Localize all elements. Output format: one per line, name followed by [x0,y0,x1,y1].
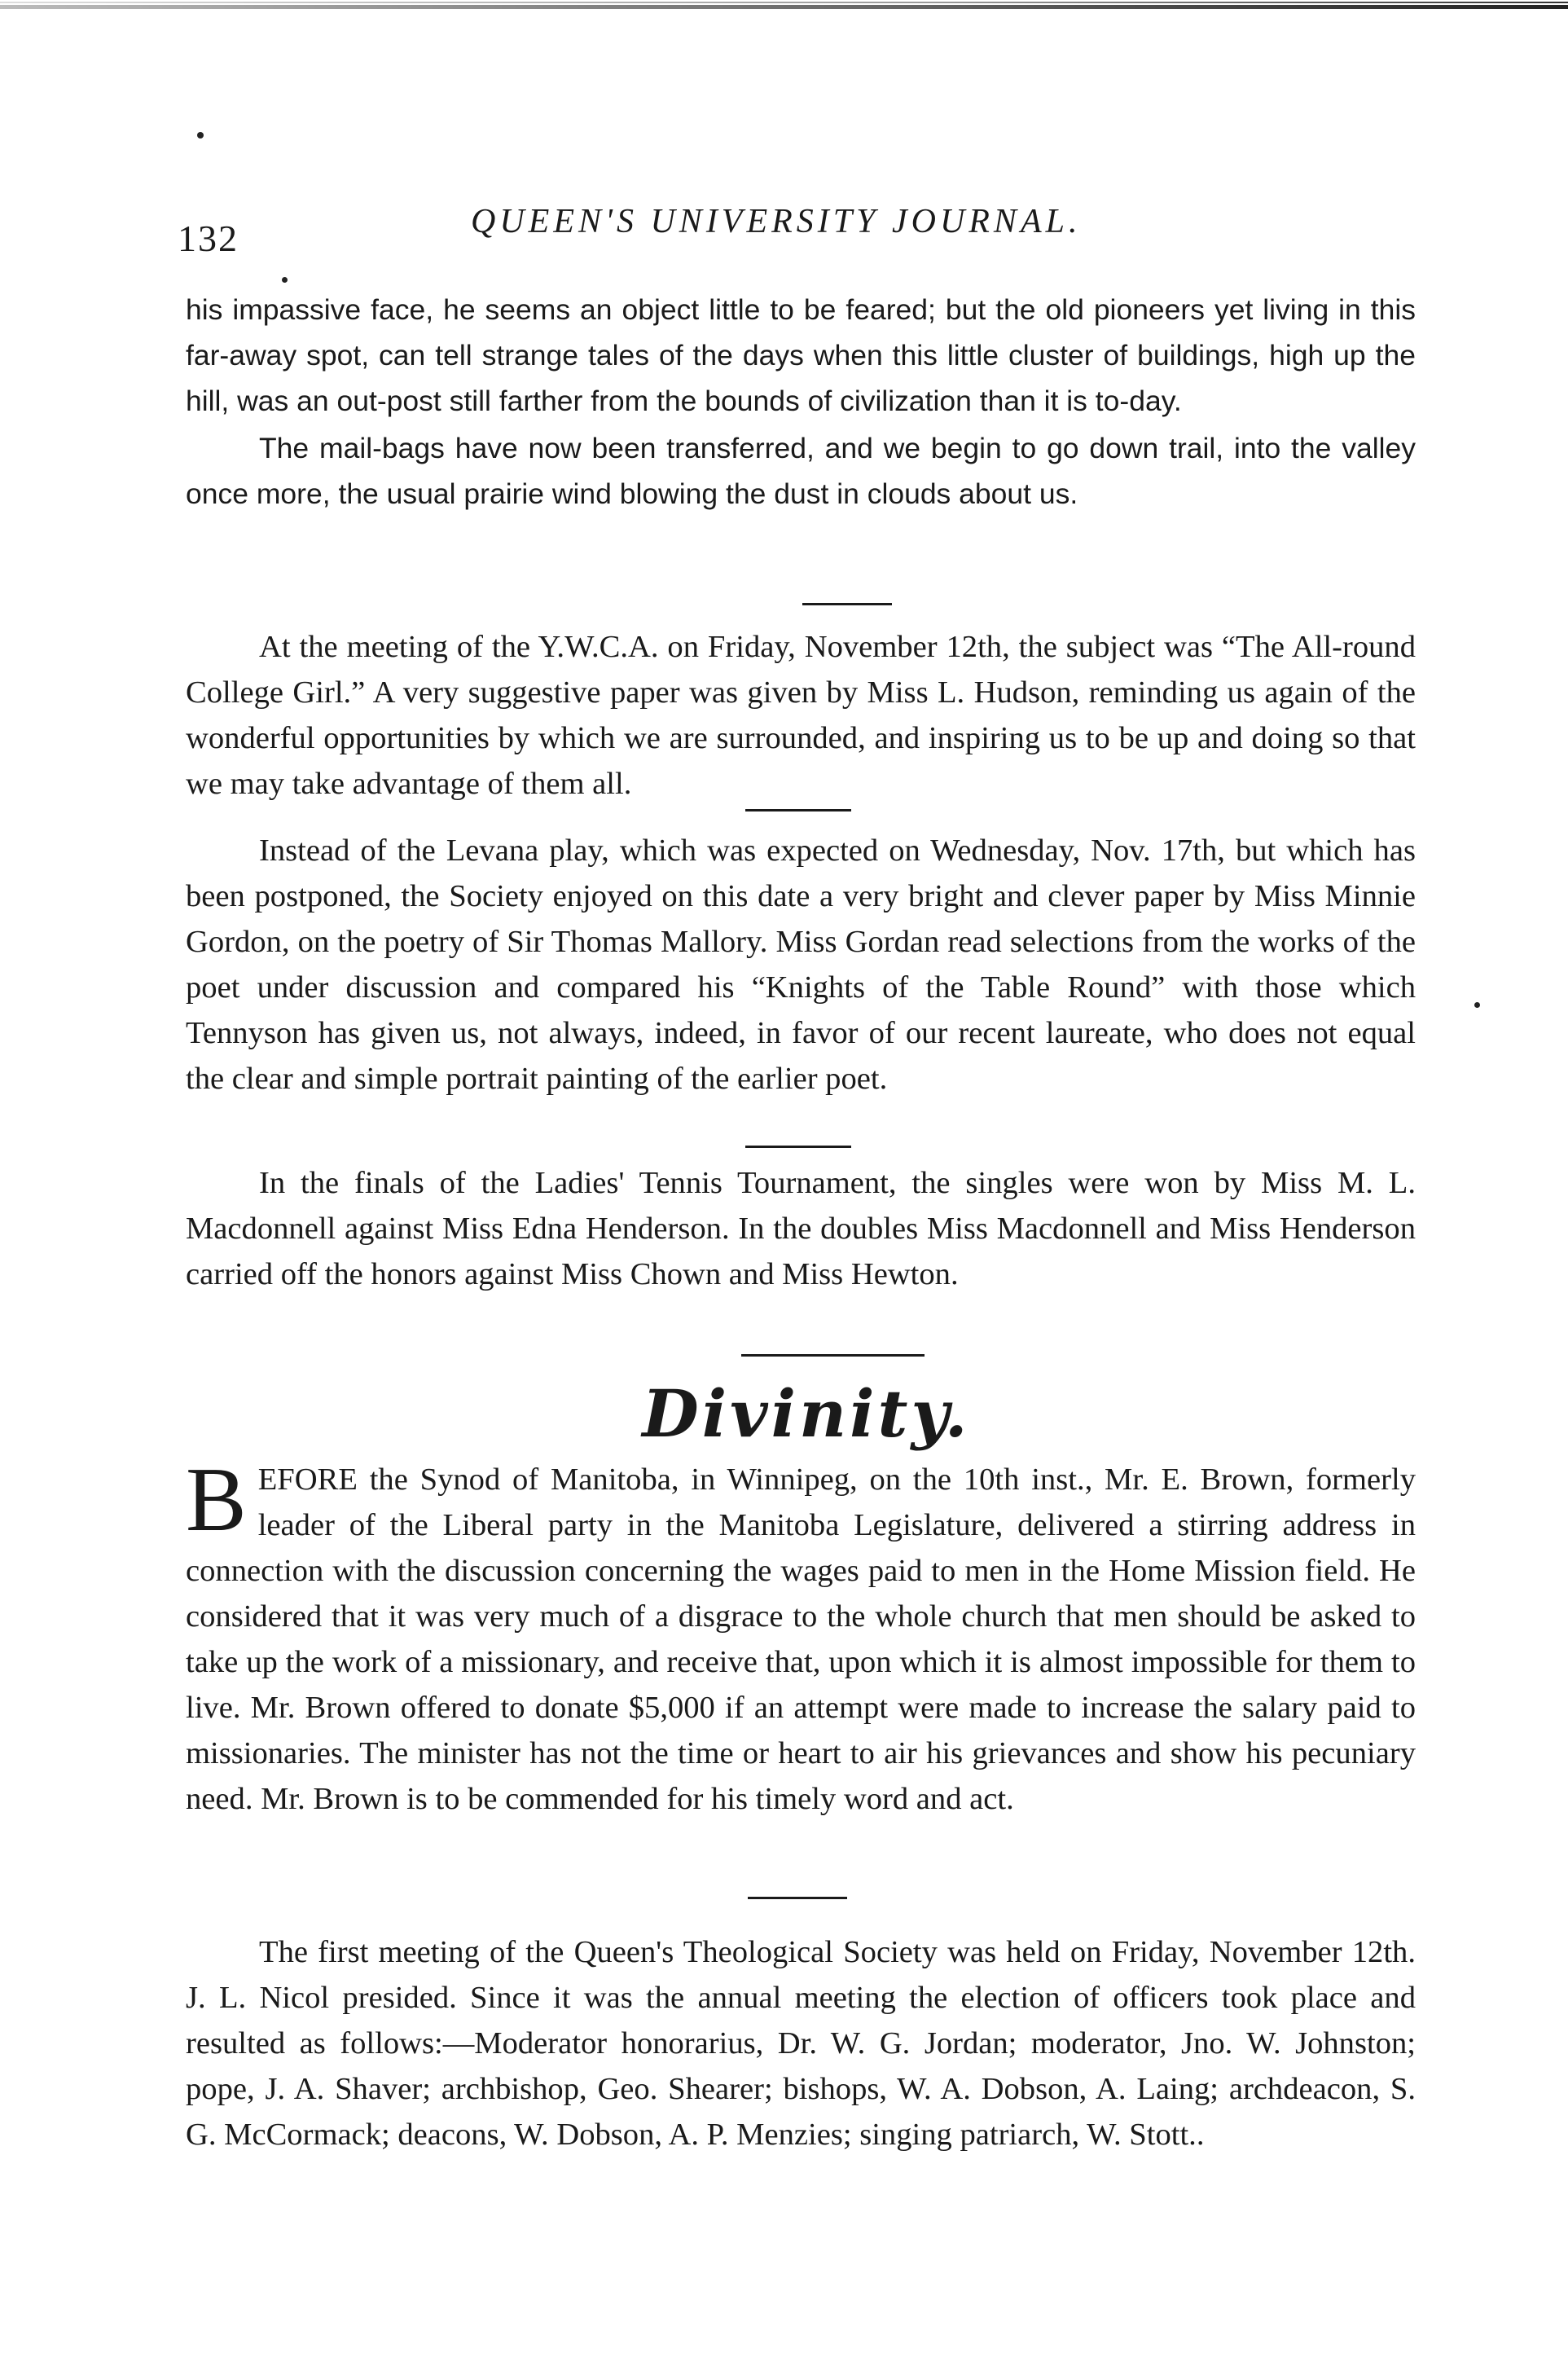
section-divider [741,1354,925,1357]
ink-speck [282,277,288,283]
paragraph: Instead of the Levana play, which was expected on Wednesday, Nov. 17th, but which has been postponed, the Society enjoyed on this date a very bright and clever paper by Miss Minnie Gordon, on the poetry of Sir Thomas Mallory. Miss Gordan read selections from the works of the poet under discussion and compared his “Knights of the Table Round” with those which Tennyson has given us, not always, indeed, in favor of our recent laureate, who does not equal the clear and simple portrait painting of the earlier poet. [186,833,1416,1096]
levana-section-2 [186,828,1416,1102]
section-heading-divinity: Divinity. [642,1375,971,1452]
ink-speck [1474,1002,1480,1008]
page-header [178,194,1416,259]
paragraph: At the meeting of the Y.W.C.A. on Friday, November 12th, the subject was “The All-round College Girl.” A very suggestive paper was given by Miss L. Hudson, reminding us again of the wonderful opportunities by which we are surrounded, and inspiring us to be up and doing so that we may take advantage of them all. [186,630,1416,801]
section-divider [745,1146,851,1148]
tennis-section [186,1160,1416,1297]
paragraph: In the finals of the Ladies' Tennis Tournament, the singles were won by Miss M. L. Macdonnell against Miss Edna Henderson. In the doubles Miss Macdonnell and Miss Henderson carried off the honors against Miss Chown and Miss Hewton. [186,1166,1416,1291]
section-divider [802,603,892,605]
travel-section [186,287,1416,517]
ink-speck [197,132,204,139]
section-divider [748,1897,847,1899]
paragraph: EFORE the Synod of Manitoba, in Winnipeg, on the 10th inst., Mr. E. Brown, formerly leader of the Liberal party in the Manitoba Legislature, delivered a stirring address in connection with the discussion concerning the wages paid to men in the Home Mission field. He considered that it was very much of a disgrace to the whole church that men should be asked to take up the work of a missionary, and receive that, upon which it is almost impossible for them to live. Mr. Brown offered to donate $5,000 if an attempt were made to increase the salary paid to missionaries. The minister has not the time or heart to air his grievances and show his pecuniary need. Mr. Brown is to be commended for his timely word and act. [186,1462,1416,1816]
journal-title: QUEEN'S UNIVERSITY JOURNAL. [471,203,1082,240]
paragraph: The first meeting of the Queen's Theological Society was held on Friday, November 12th. J. L. Nicol presided. Since it was the annual meeting the election of officers took place and resulted as follows:—Moderator honorarius, Dr. W. G. Jordan; moderator, Jno. W. Johnston; pope, J. A. Shaver; archbishop, Geo. Shearer; bishops, W. A. Dobson, A. Laing; archdeacon, S. G. McCormack; deacons, W. Dobson, A. P. Menzies; singing patriarch, W. Stott.. [186,1935,1416,2152]
paragraph: The mail-bags have now been transferred, and we begin to go down trail, into the valley once more, the usual prairie wind blowing the dust in clouds about us. [186,432,1416,510]
top-edge-rule [0,2,1568,3]
divinity-section [186,1449,1416,1822]
paragraph: his impassive face, he seems an object little to be feared; but the old pioneers yet living in this far-away spot, can tell strange tales of the days when this little cluster of buildings, high up the hill, was an out-post still farther from the bounds of civilization than it is to-day. [186,293,1416,417]
levana-section [186,624,1416,807]
top-edge-rule-bold [0,5,1568,9]
page-number: 132 [178,218,239,259]
theological-society-section [186,1929,1416,2157]
drop-cap: B [186,1449,247,1550]
section-divider [745,809,851,811]
